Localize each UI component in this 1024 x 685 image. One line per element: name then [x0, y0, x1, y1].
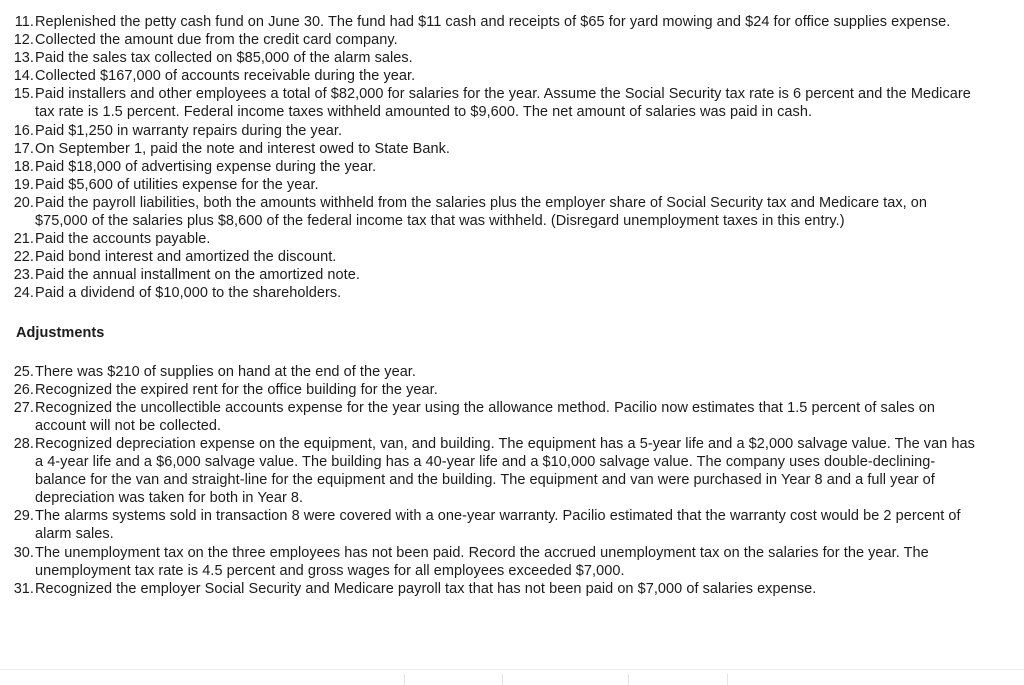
list-item: 20. Paid the payroll liabilities, both the amounts withheld from the salaries plus the employer share of Social Security tax and Medicare tax, on $75,000 of the salaries plus $8,600 of the federal income tax that was withheld. (Disregard unemployment taxes in this entry.) — [13, 194, 928, 230]
transactions-list — [0, 13, 1010, 303]
divider — [404, 674, 405, 685]
list-item: 15. Paid installers and other employees a total of $82,000 for salaries for the year. Assume the Social Security tax rate is 6 percent and the Medicare tax rate is 1.5 percent. Federal income taxes withheld amounted to $9,600. The net amount of salaries was paid in cash. — [13, 86, 971, 121]
list-item: 11. Replenished the petty cash fund on June 30. The fund had $11 cash and receipts of $65 for yard mowing and $24 for office supplies expense. — [14, 14, 951, 30]
list-item: 14. Collected $167,000 of accounts receivable during the year. — [13, 68, 416, 85]
list-item: 30. The unemployment tax on the three employees has not been paid. Record the accrued unemployment tax on the salaries for the year. The unemployment tax rate is 4.5 percent and gross wages for all employees exceeded $7,000. — [13, 544, 929, 579]
list-item: 16. Paid $1,250 in warranty repairs during the year. — [13, 122, 343, 139]
divider — [628, 674, 629, 685]
adjustments-list — [0, 363, 1010, 598]
list-item: 24. Paid a dividend of $10,000 to the shareholders. — [13, 285, 342, 302]
list-item: 13. Paid the sales tax collected on $85,000 of the alarm sales. — [13, 50, 413, 67]
list-item: 12. Collected the amount due from the credit card company. — [13, 32, 398, 49]
list-item: 26. Recognized the expired rent for the office building for the year. — [13, 381, 438, 398]
table-border-edge — [0, 669, 1024, 685]
divider — [727, 674, 728, 685]
list-item: 21. Paid the accounts payable. — [13, 231, 211, 248]
list-item: 29. The alarms systems sold in transaction 8 were covered with a one-year warranty. Pacilio estimated that the warranty cost would be 2 percent of alarm sales. — [13, 508, 961, 543]
list-item: 17. On September 1, paid the note and interest owed to State Bank. — [13, 140, 451, 157]
list-item: 19. Paid $5,600 of utilities expense for the year. — [13, 176, 319, 193]
list-item: 22. Paid bond interest and amortized the discount. — [13, 249, 337, 266]
list-item: 25. There was $210 of supplies on hand at the end of the year. — [13, 363, 416, 380]
list-item: 18. Paid $18,000 of advertising expense during the year. — [13, 158, 377, 175]
list-item: 31. Recognized the employer Social Security and Medicare payroll tax that has not been paid on $7,000 of salaries expense. — [13, 580, 817, 597]
problem-document — [0, 13, 1010, 598]
list-item: 28. Recognized depreciation expense on the equipment, van, and building. The equipment has a 5-year life and a $2,000 salvage value. The van has a 4-year life and a $6,000 salvage value. The building has a 40-year life and a $10,000 salvage value. The company uses double-declining-balance for the van and straight-line for the equipment and the building. The equipment and van were purchased in Year 8 and a full year of depreciation was taken for both in Year 8. — [13, 435, 975, 507]
list-item: 27. Recognized the uncollectible accounts expense for the year using the allowance method. Pacilio now estimates that 1.5 percent of sales on account will not be collected. — [13, 399, 935, 434]
divider — [502, 674, 503, 685]
list-item: 23. Paid the annual installment on the amortized note. — [13, 267, 360, 284]
adjustments-heading: Adjustments — [16, 324, 105, 341]
